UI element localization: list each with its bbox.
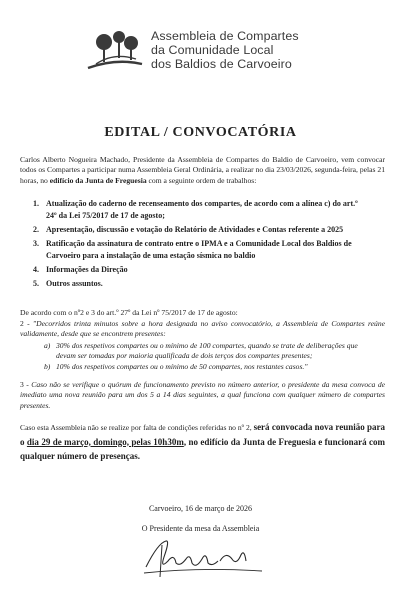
agenda-text: Ratificação da assinatura de contrato entre o IPMA e a Comunidade Local dos Baldios de Carvoeiro para a instalação de uma estação sísmica no baldio	[46, 238, 352, 260]
org-line: da Comunidade Local	[151, 43, 274, 57]
organization-name	[151, 29, 299, 71]
paragraph-number: 2 -	[20, 319, 33, 328]
agenda-text: Informações da Direção	[46, 264, 128, 274]
legal-paragraph-3	[20, 380, 385, 411]
intro-venue: edifício da Junta de Freguesia	[49, 175, 147, 185]
agenda-item	[33, 198, 368, 221]
agenda-number: 3.	[33, 238, 39, 248]
closing-bold-end: , no edifício da Junta de Freguesia e funcionará com qualquer número de presenças.	[20, 436, 386, 461]
legal-subitems	[20, 341, 360, 372]
legal-paragraph-2	[20, 319, 385, 340]
org-line: dos Baldios de Carvoeiro	[151, 57, 292, 71]
agenda-text: Outros assuntos.	[46, 278, 103, 288]
closing-bold: será convocada nova reunião para o	[20, 422, 385, 447]
agenda-item	[33, 224, 368, 236]
agenda-text: Atualização do caderno de recenseamento dos compartes, de acordo com a alínea c) do art.º 24º da Lei 75/2017 de 17 de agosto;	[46, 199, 358, 220]
paragraph-number: 3 -	[20, 380, 32, 389]
agenda-item	[33, 278, 368, 290]
intro-text-end: com a seguinte ordem de trabalhos:	[146, 175, 257, 185]
trees-logo-icon	[86, 28, 144, 72]
paragraph-text: "Decorridos trinta minutos sobre a hora designada no aviso convocatório, a Assembleia de Compartes reúne validamente, desde que se encontrem presentes:	[20, 319, 385, 339]
subitem-text: 10% dos respetivos compartes ou o mínimo de 50 compartes, nos restantes casos."	[56, 361, 308, 371]
agenda-item	[33, 264, 368, 276]
signatory-title: O Presidente da mesa da Assembleia	[141, 524, 260, 533]
intro-paragraph	[20, 155, 385, 186]
closing-new-date: dia 29 de março, domingo, pelas 10h30m	[26, 436, 184, 447]
agenda-number: 2.	[33, 224, 39, 234]
legal-intro: De acordo com o nº2 e 3 do art.º 27º da Lei nº 75/2017 de 17 de agosto:	[20, 308, 238, 317]
agenda-number: 5.	[33, 278, 39, 288]
agenda-text: Apresentação, discussão e votação do Relatório de Atividades e Contas referente a 2025	[46, 224, 344, 234]
document-title: EDITAL / CONVOCATÓRIA	[104, 125, 297, 140]
subitem-text: 30% dos respetivos compartes ou o mínimo de 100 compartes, quando se trate de deliberações que devam ser tomadas por maioria qualificada de dois terços dos compartes presentes;	[56, 341, 358, 361]
date-line: Carvoeiro, 16 de março de 2026	[148, 504, 253, 513]
subitem-key: a)	[44, 341, 51, 350]
agenda-number: 1.	[33, 199, 39, 208]
closing-text: Caso esta Assembleia não se realize por falta de condições referidas no nº 2,	[20, 423, 254, 432]
agenda-number: 4.	[33, 264, 39, 274]
intro-text: Carlos Alberto Nogueira Machado, Presidente da Assembleia de Compartes do Baldio de Carvoeiro, vem convocar todos os Compartes a participar numa Assembleia Geral Ordinária, a realizar no dia 23/03/2026, segunda-feira, pelas 21 horas, no	[20, 155, 385, 185]
paragraph-text: Caso não se verifique o quórum de funcionamento previsto no número anterior, o presidente da mesa convoca de imediato uma nova reunião para um dos 5 a 14 dias seguintes, a qual funciona com qualquer número de compartes presentes.	[20, 380, 385, 410]
agenda-item	[33, 238, 368, 261]
org-line: Assembleia de Compartes	[151, 29, 299, 43]
legal-subitem	[20, 341, 360, 362]
closing-paragraph	[20, 420, 385, 464]
agenda-list	[33, 198, 368, 292]
subitem-key: b)	[44, 361, 51, 371]
handwritten-signature	[140, 537, 265, 581]
legal-subitem	[20, 362, 360, 372]
